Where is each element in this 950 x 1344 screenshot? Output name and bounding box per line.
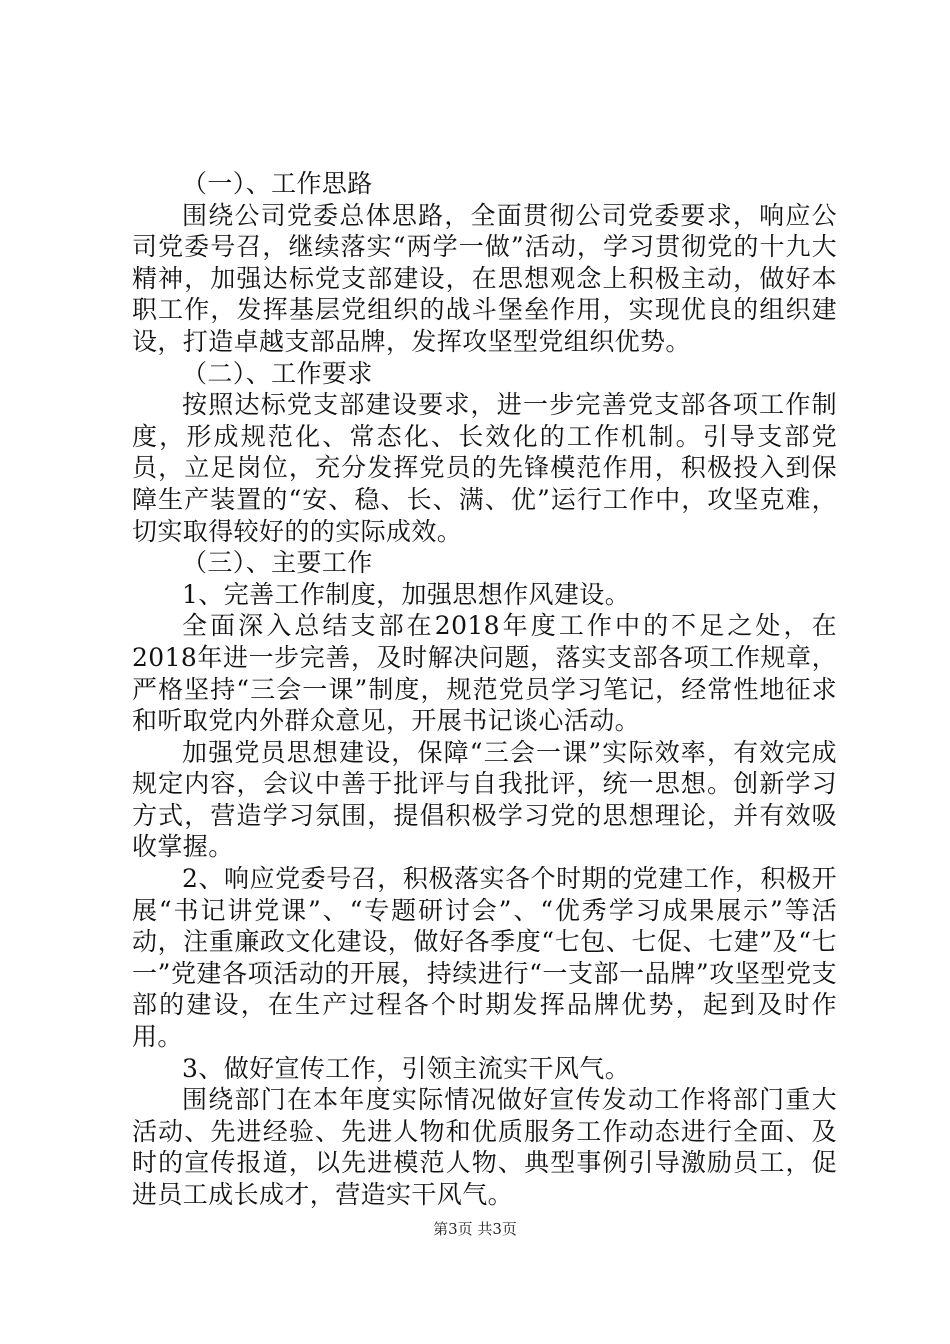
page-number-footer: 第3页 共3页 [433, 1220, 517, 1238]
document-body [132, 168, 837, 1211]
section-heading-2: （二）、工作要求 [182, 358, 373, 388]
section-3-paragraph-3: 围绕部门在本年度实际情况做好宣传发动工作将部门重大活动、先进经验、先进人物和优质服务工作动态进行全面、及时的宣传报道，以先进模范人物、典型事例引导激励员工，促进员工成长成才，营造实干风气。 [132, 1085, 837, 1209]
section-heading-1: （一）、工作思路 [182, 169, 373, 198]
section-3-item-1-title: 1、完善工作制度，加强思想作风建设。 [182, 579, 631, 609]
section-1-paragraph-1: 围绕公司党委总体思路，全面贯彻公司党委要求，响应公司党委号召，继续落实“两学一做”活动，学习贯彻党的十九大精神，加强达标党支部建设，在思想观念上积极主动，做好本职工作，发挥基层党组织的战斗堡垒作用，实现优良的组织建设，打造卓越支部品牌，发挥攻坚型党组织优势。 [132, 200, 837, 356]
section-3-paragraph-2: 加强党员思想建设，保障“三会一课”实际效率，有效完成规定内容，会议中善于批评与自我批评，统一思想。创新学习方式，营造学习氛围，提倡积极学习党的思想理论，并有效吸收掌握。 [132, 737, 837, 862]
section-3-paragraph-1: 全面深入总结支部在2018年度工作中的不足之处，在2018年进一步完善，及时解决问题，落实支部各项工作规章，严格坚持“三会一课”制度，规范党员学习笔记，经常性地征求和听取党内外群众意见，开展书记谈心活动。 [132, 611, 837, 736]
section-3-item-2: 2、响应党委号召，积极落实各个时期的党建工作，积极开展“书记讲党课”、“专题研讨会”、“优秀学习成果展示”等活动，注重廉政文化建设，做好各季度“七包、七促、七建”及“七一”党建各项活动的开展，持续进行“一支部一品牌”攻坚型党支部的建设，在生产过程各个时期发挥品牌优势，起到及时作用。 [132, 864, 837, 1052]
section-2-paragraph-1: 按照达标党支部建设要求，进一步完善党支部各项工作制度，形成规范化、常态化、长效化的工作机制。引导支部党员，立足岗位，充分发挥党员的先锋模范作用，积极投入到保障生产装置的“安、稳、长、满、优”运行工作中，攻坚克难，切实取得较好的的实际成效。 [132, 390, 837, 546]
section-heading-3: （三）、主要工作 [182, 548, 373, 578]
section-3-item-3-title: 3、做好宣传工作，引领主流实干风气。 [182, 1053, 631, 1083]
